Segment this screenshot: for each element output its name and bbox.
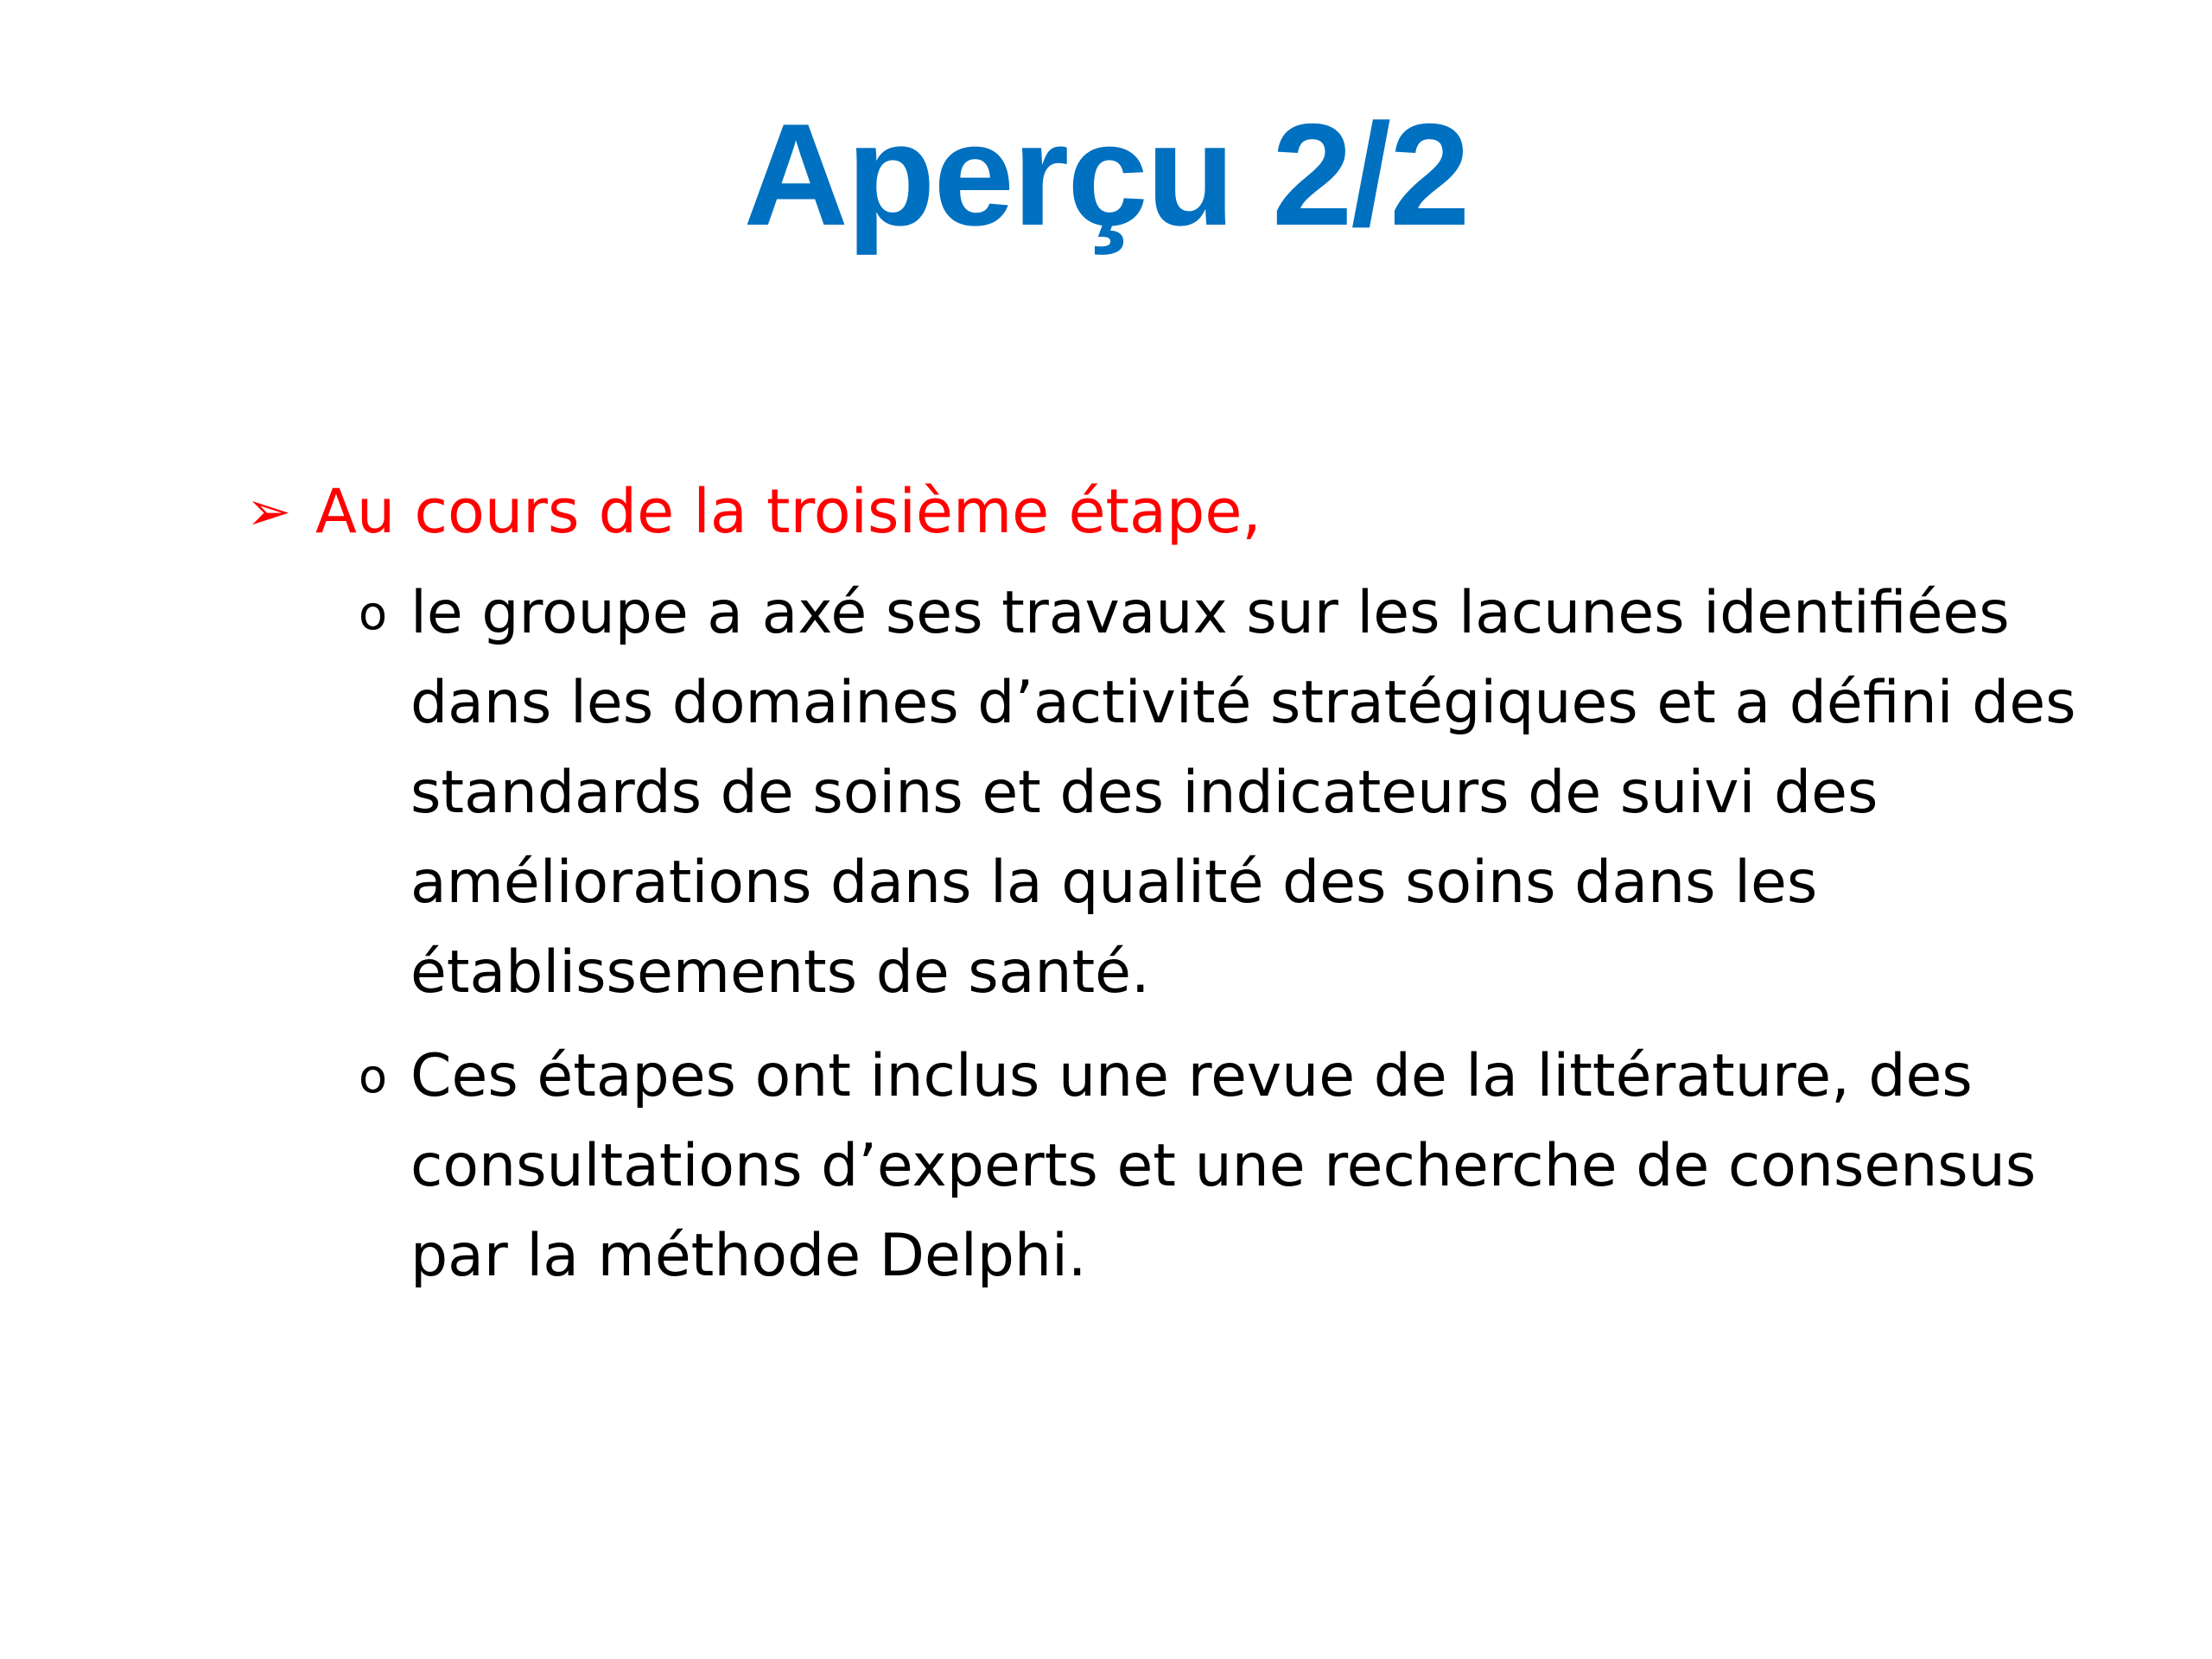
slide-content — [246, 467, 2147, 1315]
sub-bullet-text: Ces étapes ont inclus une revue de la littérature, des consultations d’experts et une recherche de consensus par la méthode Delphi. — [410, 1042, 2037, 1290]
level1-text: Au cours de la troisième étape, — [315, 476, 1262, 547]
sub-bullet-item — [359, 1032, 2147, 1301]
circle-bullet-icon: o — [359, 1049, 388, 1103]
slide-title: Aperçu 2/2 — [743, 93, 1469, 256]
level1-bullet-item — [246, 467, 2147, 556]
arrow-bullet-icon: ➢ — [246, 480, 291, 543]
sub-bullet-item — [359, 569, 2147, 1018]
sub-bullet-text: le groupe a axé ses travaux sur les lacunes identifiées dans les domaines d’activité stratégiques et a défini des standards de soins et des indicateurs de suivi des améliorations dans la qualité des soins dans les établissements de santé. — [410, 579, 2076, 1007]
sub-bullet-list — [246, 569, 2147, 1301]
circle-bullet-icon: o — [359, 586, 388, 640]
